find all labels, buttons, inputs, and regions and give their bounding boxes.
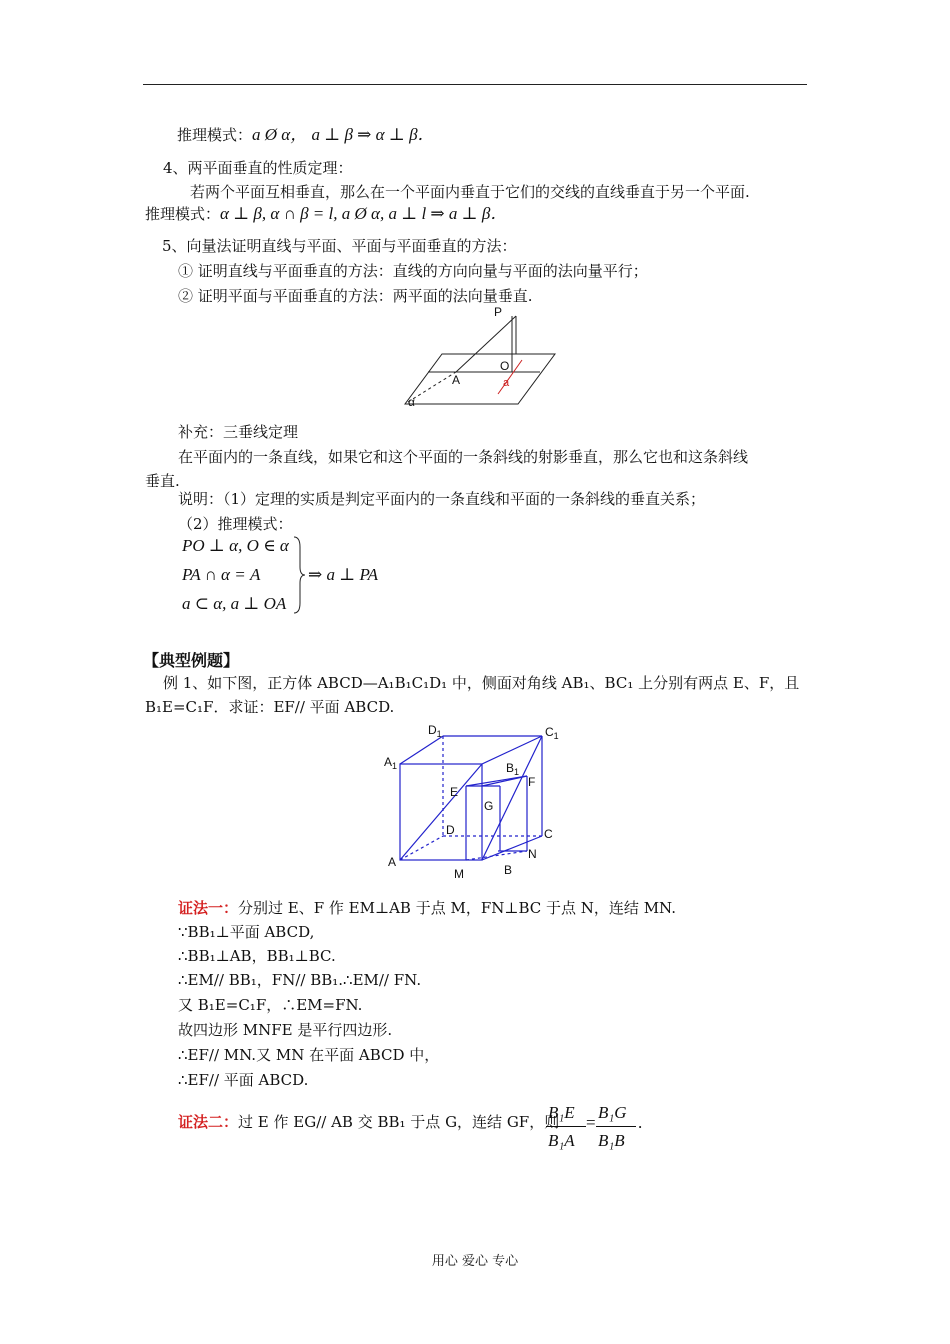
fraction-2-bar xyxy=(596,1126,636,1127)
label-a: a xyxy=(503,377,510,389)
label-A: A xyxy=(452,373,461,387)
label-alpha: α xyxy=(408,395,415,409)
page-footer: 用心 爱心 专心 xyxy=(431,1254,519,1269)
section-heading: 【典型例题】 xyxy=(143,651,240,670)
label-A: A xyxy=(388,855,397,869)
fraction-2-denominator: B₁B xyxy=(598,1131,625,1150)
proof-1-line-1 xyxy=(178,898,676,918)
label: 推理模式： xyxy=(145,205,221,223)
proof-1-line-4: ∴EM// BB₁，FN// BB₁.∴EM// FN. xyxy=(178,971,422,989)
label-N: N xyxy=(528,847,537,861)
premise-1: PO ⊥ α, O ∈ α xyxy=(182,536,289,555)
label-B: B xyxy=(504,863,513,877)
fraction-1-numerator: B₁E xyxy=(548,1103,575,1122)
inference-line-2 xyxy=(145,204,507,224)
proof-1-label: 证法一： xyxy=(178,899,239,917)
theorem-4-title: 4、两平面垂直的性质定理： xyxy=(163,159,353,177)
period: . xyxy=(638,1113,643,1132)
equals-sign: = xyxy=(586,1113,596,1132)
example-1-line-2: B₁E=C₁F．求证：EF// 平面 ABCD. xyxy=(145,698,395,716)
theorem-statement: 在平面内的一条直线，如果它和这个平面的一条斜线的射影垂直，那么它也和这条斜线 xyxy=(178,448,749,466)
header-rule xyxy=(143,84,807,85)
three-perpendiculars-figure xyxy=(400,302,560,412)
label-F: F xyxy=(528,775,536,789)
proof-2-line-1 xyxy=(178,1112,559,1132)
explanation-1: 说明：（1）定理的实质是判定平面内的一条直线和平面的一条斜线的垂直关系； xyxy=(178,490,706,508)
label: 推理模式： xyxy=(177,126,253,144)
premise-3: a ⊂ α, a ⊥ OA xyxy=(182,594,287,613)
label-A1: $A_1$ xyxy=(384,755,398,771)
vector-method-2: ② 证明平面与平面垂直的方法：两平面的法向量垂直. xyxy=(178,287,533,305)
fraction-2-numerator: B₁G xyxy=(598,1103,627,1122)
example-1-line-1: 例 1、如下图，正方体 ABCD—A₁B₁C₁D₁ 中，侧面对角线 AB₁、BC₁ 上分别有两点 E、F，且 xyxy=(163,674,800,692)
vector-method-1: ① 证明直线与平面垂直的方法：直线的方向向量与平面的法向量平行； xyxy=(178,262,648,280)
text: 过 E 作 EG// AB 交 BB₁ 于点 G，连结 GF，则 xyxy=(238,1113,560,1131)
theorem-statement-cont: 垂直. xyxy=(145,472,180,490)
formula: a Ø α， a ⊥ β ⇒ α ⊥ β． xyxy=(252,125,435,144)
supplement-title: 补充：三垂线定理 xyxy=(178,423,299,441)
diagonal-AB1 xyxy=(400,764,482,860)
theorem-4-statement: 若两个平面互相垂直，那么在一个平面内垂直于它们的交线的直线垂直于另一个平面. xyxy=(190,183,750,201)
proof-1-line-5: 又 B₁E=C₁F，∴EM=FN. xyxy=(178,996,363,1014)
premise-2: PA ∩ α = A xyxy=(182,565,261,584)
formula: α ⊥ β, α ∩ β = l, a Ø α, a ⊥ l ⇒ a ⊥ β． xyxy=(220,204,508,223)
fraction-1-denominator: B₁A xyxy=(548,1131,575,1150)
proof-1-line-2: ∵BB₁⊥平面 ABCD, xyxy=(178,923,315,941)
vector-method-title: 5、向量法证明直线与平面、平面与平面垂直的方法： xyxy=(162,237,517,255)
proof-1-line-7: ∴EF// MN.又 MN 在平面 ABCD 中， xyxy=(178,1046,440,1064)
label-G: G xyxy=(484,799,494,813)
conclusion: ⇒ a ⊥ PA xyxy=(308,565,379,584)
label-O: O xyxy=(500,359,510,373)
projection-dashed xyxy=(408,372,456,402)
label-B1: $B_1$ xyxy=(506,761,520,777)
label-M: M xyxy=(454,867,464,881)
proof-1-line-8: ∴EF// 平面 ABCD. xyxy=(178,1071,309,1089)
label-P: P xyxy=(494,305,503,319)
proof-2-label: 证法二： xyxy=(178,1113,239,1131)
fraction-1-bar xyxy=(546,1126,586,1127)
proof-1-line-3: ∴BB₁⊥AB，BB₁⊥BC. xyxy=(178,947,336,965)
cube-figure xyxy=(382,720,572,885)
label-E: E xyxy=(450,785,459,799)
diagonal-BC1 xyxy=(482,736,542,860)
right-brace xyxy=(292,535,306,615)
inference-line-1 xyxy=(177,125,435,145)
plane-alpha xyxy=(405,354,555,404)
label-D: D xyxy=(446,823,455,837)
label-C1: $C_1$ xyxy=(545,725,559,741)
proof-1-line-6: 故四边形 MNFE 是平行四边形. xyxy=(178,1021,393,1039)
label-D1: $D_1$ xyxy=(428,723,442,739)
label-C: C xyxy=(544,827,553,841)
explanation-2: （2）推理模式： xyxy=(178,515,293,533)
text: 分别过 E、F 作 EM⊥AB 于点 M，FN⊥BC 于点 N，连结 MN. xyxy=(238,899,676,917)
